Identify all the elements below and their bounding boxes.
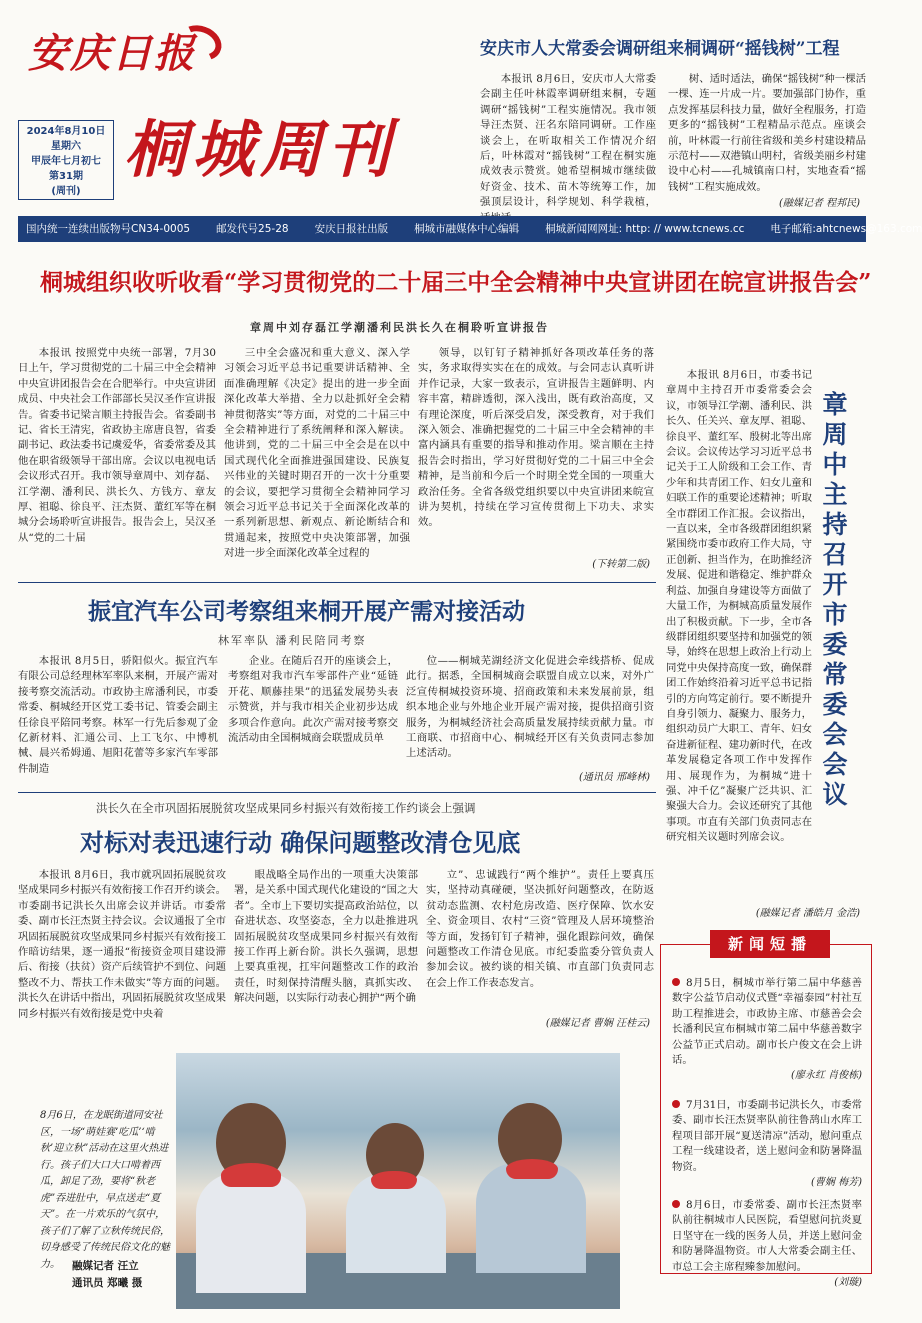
photo-child-right [476, 1163, 586, 1273]
photo-child-left [196, 1173, 306, 1293]
info-editor: 桐城市融媒体中心编辑 [414, 223, 520, 235]
main-story-headline: 桐城组织收听收看“学习贯彻党的二十届三中全会精神中央宣讲团在皖宣讲报告会” [40, 269, 872, 296]
bullet-icon [672, 1200, 680, 1208]
info-postal-code: 邮发代号25-28 [216, 223, 289, 235]
top-story-col-1: 本报讯 8月6日，安庆市人大常委会副主任叶林霞率调研组来桐，专题调研“摇钱树”工程实施情况。我市领导汪杰贤、汪名东陪同调研。工作座谈会上，在听取相关工作情况介绍后，叶林霞对“摇钱树”工程在桐实施成效表示赞赏。她希望桐城市继续做好资金、技术、苗木等统筹工作，加强顶层设计，科学规划、科学栽植， [480, 73, 656, 209]
main-story-col-3: 领导，以钉钉子精神抓好各项改革任务的落实，务求取得实实在在的成效。与会同志认真听讲并作记录，大家一致表示，宣讲报告主题鲜明、内容丰富，精辟透彻，深入浅出，既有政治高度，又有理论深度，听后深受启发，深受教育，对于我们深入领会、准确把握党的二十届三中全会精神的丰富内涵具有重要的指导和推动作用。梁言顺在主持报告会时指出，学习好贯彻好党的二十届三中全会精神，是当前和今后一个时期全党全国的一项重大政治任务。全省各级党组织要以中央宣讲团来皖宣讲为契机，持续在学习宣传贯彻上下功夫、求实效。 [418, 347, 654, 529]
bullet-icon [672, 978, 680, 986]
info-website[interactable]: 桐城新闻网网址: http: // www.tcnews.cc [545, 223, 745, 235]
edition-box [18, 120, 114, 200]
news-brief-item: 7月31日，市委副书记洪长久，市委常委、副市长汪杰贤率队前往鲁鸹山水库工程项目部开展“夏送清凉”活动，慰问重点工程一线建设者，送上慰问金和防暑降温物资。 (曹娴 梅芳) [672, 1099, 862, 1189]
section-divider [18, 792, 656, 793]
news-brief-item: 8月6日，市委常委、副市长汪杰贤率队前往桐城市人民医院，看望慰问抗炎夏日坚守在一线的医务人员，并送上慰问金和防暑降温物资。市人大常委会副主任、市总工会主席程臻参加慰问。 (刘璇) [672, 1199, 862, 1289]
auto-story-subhead: 林军率队 潘利民陪同考察 [218, 634, 367, 647]
top-story-headline: 安庆市人大常委会调研组来桐调研“摇钱树”工程 [480, 39, 840, 59]
photo-watermelon [371, 1171, 417, 1189]
side-story-signature: (融媒记者 潘皓月 金浩) [755, 908, 860, 919]
auto-story-col-2: 企业。在随后召开的座谈会上，考察组对我市汽车零部件产业“延链开花、顺藤挂果”的迅猛发展势头表示赞赏，并与我市相关企业初步达成多项合作意向。此次产需对接考察交流活动由全国桐城商会联盟成员单 [228, 655, 398, 745]
rectify-story-col-2: 眼战略全局作出的一项重大决策部署，是关系中国式现代化建设的“国之大者”。全市上下要切实提高政治站位，以奋进状态、攻坚姿态，全力以赴推进巩固拓展脱贫攻坚成果同乡村振兴有效衔接工作再上新台阶。洪长久强调，思想上要真重视，扛牢问题整改工作的政治责任，时刻保持清醒头脑，真抓实改、解决问题，以实际行动表心拥护“两个确 [234, 869, 418, 1005]
news-briefs-title: 新闻短播 [710, 930, 830, 958]
news-brief-item: 8月5日，桐城市举行第二届中华慈善数字公益节启动仪式暨“幸福泰园”村社互助工程推进会，市政协主席、市慈善会会长潘利民宣布桐城市第二届中华慈善数字公益节正式启动。副市长户俊文在会上讲话。 (廖永红 肖俊栋) [672, 977, 862, 1082]
auto-story-col-1: 本报讯 8月5日，骄阳似火。振宜汽车有限公司总经理林军率队来桐，开展产需对接考察交流活动。市政协主席潘利民，市委常委、桐城经开区党工委书记、管委会副主任徐良平陪同考察。林军一行先后参观了金亿新材料、汇通公司、上工飞尔、中博机械、晨兴希姆通、旭阳花蕾等多家汽车零部件制造 [18, 655, 218, 775]
info-email[interactable]: 电子邮箱:ahtcnews@163.com [770, 223, 922, 235]
bullet-icon [672, 1100, 680, 1108]
auto-story-signature: (通讯员 邢峰林) [579, 772, 650, 783]
edition-issue: 第31期 [49, 171, 83, 182]
edition-lunar-date: 甲辰年七月初七 [31, 156, 101, 167]
edition-weekday: 星期六 [51, 141, 81, 152]
rectify-story-headline: 对标对表迅速行动 确保问题整改清仓见底 [80, 828, 521, 857]
info-publisher: 安庆日报社出版 [314, 223, 389, 235]
edition-date: 2024年8月10日 [26, 126, 106, 137]
section-divider [18, 582, 656, 583]
side-story-vertical-headline: 章周中主持召开市委常委会会议 [822, 390, 848, 809]
top-story-col-2: 树、适时适法，确保“摇钱树”种一棵活一棵、连一片成一片。要加强部门协作，重点发挥基层科技力量，做好全程服务，打造更多的“摇钱树”工程精品示范点。座谈会前，叶林霞一行前往省级和美乡村建设精品示范村——双港镇山明村，省级美丽乡村建设中心村——孔城镇南口村，实地查看“摇钱树”工程实施成效。 [668, 73, 866, 193]
rectify-story-col-1: 本报讯 8月6日，我市就巩固拓展脱贫攻坚成果同乡村振兴有效衔接工作召开约谈会。市委副书记洪长久出席会议并讲话。市委常委、副市长汪杰贤主持会议。会议通报了全市巩固拓展脱贫攻坚成果同乡村振兴有效衔接工作暗访结果，逐一通报“衔接资金项目建设滞后、衔接（扶贫）资产后续管护不到位、问题整改不力、帮扶工作未做实”等方面的问题。洪长久在讲话中指出，巩固拓展脱贫攻坚成果同乡村振兴有效衔接是党中央着 [18, 869, 226, 1020]
auto-story-col-3: 位——桐城芜湖经济文化促进会牵线搭桥、促成此行。据悉，全国桐城商会联盟自成立以来，对外广泛宣传桐城投资环境、招商政策和未来发展前景，组织本地企业与外地企业开展产需对接，提供招商引资服务，为桐城经济社会高质量发展持续贡献力量。市工商联、市招商中心、桐城经开区有关负责同志参加上述活动。 [406, 655, 654, 760]
info-serial-number: 国内统一连续出版物号CN34-0005 [26, 223, 191, 235]
top-story-signature: (融媒记者 程邦民) [779, 198, 860, 209]
rectify-story-kicker: 洪长久在全市巩固拓展脱贫攻坚成果同乡村振兴有效衔接工作约谈会上强调 [96, 801, 476, 815]
newspaper-logo: 安庆日报 [28, 30, 196, 77]
main-story-subhead: 章周中刘存磊江学潮潘利民洪长久在桐聆听宣讲报告 [250, 321, 549, 334]
publication-info-bar [18, 216, 922, 242]
event-photo [176, 1053, 620, 1309]
main-story-continued: (下转第二版) [592, 559, 650, 570]
main-story-col-1: 本报讯 按照党中央统一部署，7月30日上午，学习贯彻党的二十届三中全会精神中央宣讲团报告会在合肥举行。中央宣讲团成员、中央社会工作部部长吴汉圣作宣讲报告。省委书记梁言顺主持报告会。省委副书记、省长王清宪，省政协主席唐良智，省委副书记、政法委书记虞爱华，省委常委及其他在职省级领导干部出席。会议以电视电话会议形式召开。我市领导章周中、刘存磊、江学潮、潘利民、洪长久、方钱方、章友厚、祖聪、徐良平、汪杰贤、董红军等在桐城分会场聆听宣讲报告。报告会上，吴汉圣从“党的二十届 [18, 347, 216, 544]
photo-credit: 融媒记者 汪立 通讯员 郑曦 摄 [72, 1260, 143, 1289]
side-story-col: 本报讯 8月6日，市委书记章周中主持召开市委常委会会议，市领导江学潮、潘利民、洪长久、任关兴、章友厚、祖聪、徐良平、董红军、殷树北等出席会议。会议传达学习习近平总书记关于工人阶级和工会工作、青少年和共青团工作、妇女儿童和妇联工作的重要论述精神；听取全市群团工作汇报。会议指出，一直以来，全市各级群团组织紧紧围绕市委市政府工作大局，守正创新、担当作为，在助推经济发展、促进和谐稳定、维护群众利益、加强自身建设等方面做了大量工作，为桐城高质量发展作出了积极贡献。下一步，全市各级群团组织要坚持和加强党的领导，始终在思想上政治上行动上同党中央保持高度一致，确保群团工作始终沿着习近平总书记指引的方向笃定前行。要不断提升自身引领力、凝聚力、服务力，组织动员广大职工、青年、妇女奋进新征程、建功新时代，在改革发展稳定各项工作中发挥作用、展现作为，为桐城“进十强、冲千亿”凝聚广泛共识、汇聚强大合力。会议还研究了其他事项。市直有关部门负责同志在研究相关议题时列席会议。 [666, 369, 812, 844]
edition-frequency: (周刊) [51, 186, 81, 197]
photo-caption: 8月6日，在龙眠街道同安社区，一场“萌娃赛‘吃瓜’‘啃秋’迎立秋”活动在这里火热进行。孩子们大口大口啃着西瓜，卸足了劲，要将“秋老虎”吞进肚中，早点送走“夏天”。在一片欢乐的气氛中，孩子们了解了立秋传统民俗，切身感受了传统民俗文化的魅力。 [40, 1110, 170, 1270]
photo-watermelon [506, 1159, 558, 1179]
side-story-col-continued [666, 628, 866, 900]
brand-title: 桐城周刊 [124, 113, 397, 186]
auto-story-headline: 振宜汽车公司考察组来桐开展产需对接活动 [88, 598, 525, 625]
rectify-story-signature: (融媒记者 曹娴 汪桂云) [545, 1018, 650, 1029]
rectify-story-col-3: 立”、忠诚践行“两个维护”。责任上要真压实，坚持动真碰硬，坚决抓好问题整改，在防返贫动态监测、农村危房改造、医疗保障、饮水安全、资金项目、农村“三资”管理及人居环境整治等方面，发扬钉钉子精神，强化跟踪问效，确保问题整改工作清仓见底。市纪委监委分管负责人参加会议。被约谈的相关镇、市直部门负责同志在会上作工作表态发言。 [426, 869, 654, 989]
main-story-col-2: 三中全会盛况和重大意义、深入学习领会习近平总书记重要讲话精神、全面准确理解《决定》提出的进一步全面深化改革大举措、全力以赴抓好全会精神贯彻落实”等方面，对党的二十届三中全会精神进行了系统阐释和深入解读。他讲到，党的二十届三中全会是在以中国式现代化全面推进强国建设、民族复兴伟业的关键时期召开的一次十分重要的会议，要把学习贯彻全会精神同学习领会习近平总书记关于全面深化改革的一系列新思想、新观点、新论断结合和贯通起来，按照党中央决策部署，加强对进一步全面深化改革全过程的 [224, 347, 410, 560]
photo-watermelon [221, 1163, 281, 1187]
